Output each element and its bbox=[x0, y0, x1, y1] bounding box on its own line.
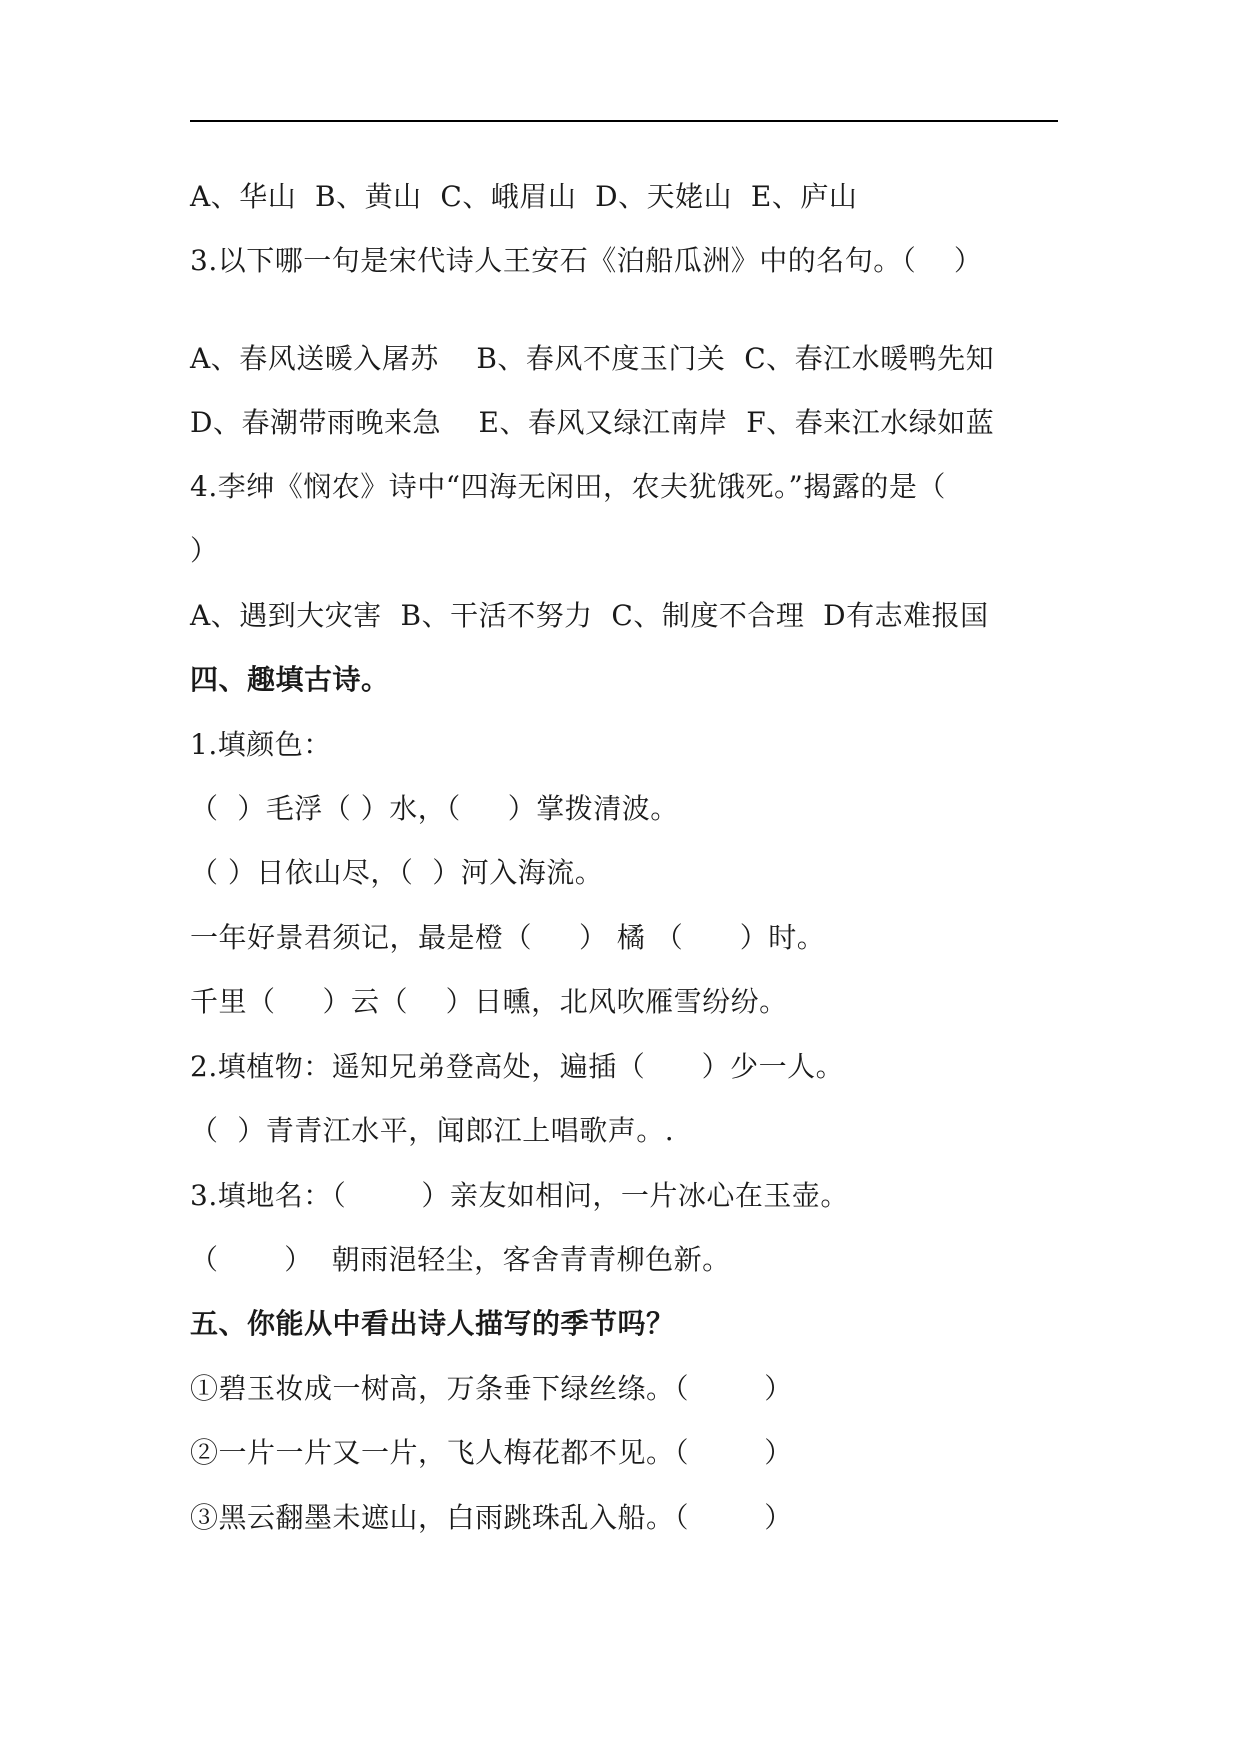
fill-colors-line-3: 一年好景君须记，最是橙（ ） 橘 （ ）时。 bbox=[190, 921, 826, 954]
fill-plants-line-1: 2.填植物：遥知兄弟登高处，遍插（ ）少一人。 bbox=[190, 1050, 845, 1083]
q3-options-row-1: A、春风送暖入屠苏 B、春风不度玉门关 C、春江水暖鸭先知 bbox=[190, 342, 995, 375]
header-rule bbox=[190, 120, 1058, 122]
fill-colors-line-1: （ ）毛浮（ ）水，（ ）掌拨清波。 bbox=[190, 792, 679, 825]
fill-colors-title: 1.填颜色： bbox=[190, 728, 332, 761]
season-item-1: ①碧玉妆成一树高，万条垂下绿丝绦。（ ） bbox=[190, 1372, 793, 1405]
section-4-heading: 四、趣填古诗。 bbox=[190, 663, 390, 696]
season-item-3: ③黑云翻墨未遮山，白雨跳珠乱入船。（ ） bbox=[190, 1501, 793, 1534]
question-4: 4.李绅《悯农》诗中“四海无闲田，农夫犹饿死。”揭露的是（ bbox=[190, 470, 946, 503]
fill-colors-line-2: （ ）日依山尽，（ ）河入海流。 bbox=[190, 856, 604, 889]
fill-places-line-1: 3.填地名：（ ）亲友如相问，一片冰心在玉壶。 bbox=[190, 1179, 849, 1212]
fill-plants-line-2: （ ）青青江水平，闻郎江上唱歌声。. bbox=[190, 1114, 675, 1147]
q2-options: A、华山 B、黄山 C、峨眉山 D、天姥山 E、庐山 bbox=[190, 180, 858, 213]
section-5-heading: 五、你能从中看出诗人描写的季节吗？ bbox=[190, 1307, 675, 1340]
fill-colors-line-4: 千里（ ）云（ ）日曛，北风吹雁雪纷纷。 bbox=[190, 985, 788, 1018]
question-4-continued: ） bbox=[190, 534, 219, 567]
question-3: 3.以下哪一句是宋代诗人王安石《泊船瓜洲》中的名句。（ ） bbox=[190, 244, 983, 277]
season-item-2: ②一片一片又一片，飞人梅花都不见。（ ） bbox=[190, 1436, 793, 1469]
q3-options-row-2: D、春潮带雨晚来急 E、春风又绿江南岸 F、春来江水绿如蓝 bbox=[190, 406, 995, 439]
q4-options: A、遇到大灾害 B、干活不努力 C、制度不合理 D有志难报国 bbox=[190, 599, 989, 632]
fill-places-line-2: （ ） 朝雨浥轻尘，客舍青青柳色新。 bbox=[190, 1243, 731, 1276]
